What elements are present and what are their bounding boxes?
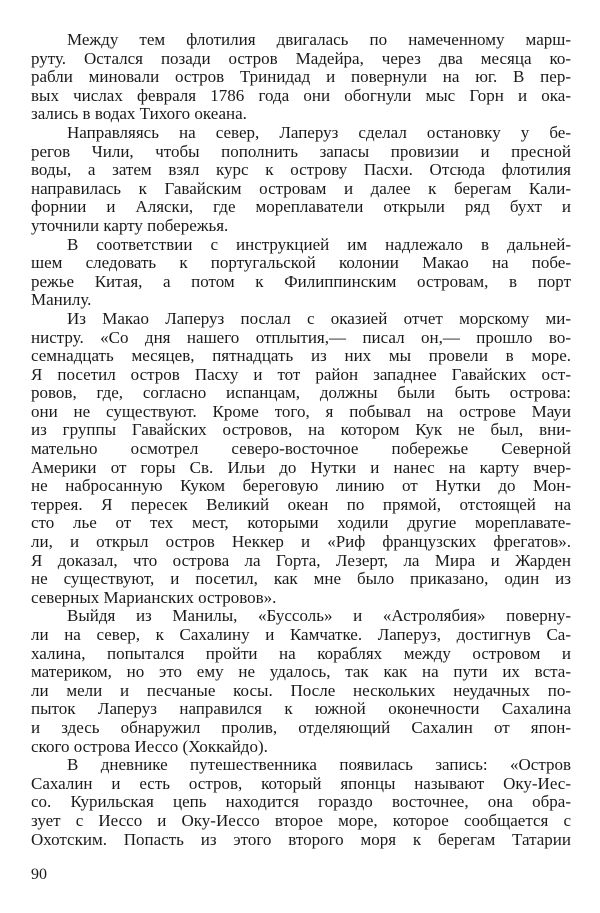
text-line: зались в водах Тихого океана. bbox=[31, 104, 247, 124]
text-line: Направляясь на север, Лаперуз сделал остановку у бе- bbox=[67, 122, 571, 142]
text-line: В дневнике путешественника появилась запись: «Остров bbox=[67, 755, 571, 775]
text-line: пыток Лаперуз направился к южной оконечности Сахалина bbox=[31, 699, 571, 719]
text-line: Я посетил остров Пасху и тот район западнее Гавайских ост- bbox=[31, 364, 571, 384]
text-line: террея. Я пересек Великий океан по прямой, отстоящей на bbox=[31, 494, 571, 514]
page-body bbox=[31, 31, 571, 849]
paragraph bbox=[31, 756, 571, 849]
text-line: мательно осмотрел северо-восточное побережье Северной bbox=[31, 439, 571, 459]
text-line: со. Курильская цепь находится гораздо восточнее, она обра- bbox=[31, 792, 571, 812]
text-line: Сахалин и есть остров, который японцы называют Оку-Иес- bbox=[31, 773, 571, 793]
paragraph bbox=[31, 236, 571, 310]
text-line: Между тем флотилия двигалась по намеченному марш- bbox=[67, 30, 571, 49]
text-line: направилась к Гавайским островам и далее к берегам Кали- bbox=[31, 178, 571, 198]
text-line: вых числах февраля 1786 года они обогнули мыс Горн и ока- bbox=[31, 85, 571, 105]
text-line: материком, но это ему не удалось, так как на пути их вста- bbox=[31, 662, 571, 682]
text-line: ли на север, к Сахалину и Камчатке. Лаперуз, достигнув Са- bbox=[31, 625, 571, 644]
text-line: ли мели и песчаные косы. После нескольких неудачных по- bbox=[31, 680, 571, 700]
text-line: зует с Иессо и Оку-Иессо второе море, которое сообщается с bbox=[31, 810, 571, 830]
text-line: семнадцать месяцев, пятнадцать из них мы провели в море. bbox=[31, 346, 571, 366]
text-line: форнии и Аляски, где мореплаватели открыли ряд бухт и bbox=[31, 197, 571, 217]
paragraph bbox=[31, 607, 571, 756]
text-line: халина, попытался пройти на кораблях между островом и bbox=[31, 643, 571, 663]
paragraph bbox=[31, 31, 571, 124]
text-line: северных Марианских островов». bbox=[31, 587, 277, 607]
text-line: ровов, где, согласно испанцам, должны были быть острова: bbox=[31, 383, 571, 403]
text-line: Выйдя из Манилы, «Буссоль» и «Астролябия» поверну- bbox=[67, 606, 571, 626]
text-line: не существуют, и посетил, как мне было приказано, один из bbox=[31, 569, 571, 589]
page-number: 90 bbox=[31, 866, 47, 883]
text-line: они не существуют. Кроме того, я побывал на острове Мауи bbox=[31, 401, 571, 421]
paragraph bbox=[31, 124, 571, 236]
paragraph bbox=[31, 310, 571, 608]
text-line: из группы Гавайских островов, на котором Кук не был, вни- bbox=[31, 420, 571, 440]
text-line: ли, и открыл остров Неккер и «Риф французских фрегатов». bbox=[31, 532, 571, 552]
text-line: Из Макао Лаперуз послал с оказией отчет морскому ми- bbox=[67, 308, 571, 328]
text-line: сто лье от тех мест, которыми ходили другие мореплавате- bbox=[31, 513, 571, 533]
text-line: Я доказал, что острова ла Горта, Лезерт, ла Мира и Жарден bbox=[31, 550, 571, 570]
text-line: не набросанную Куком береговую линию от Нутки до Мон- bbox=[31, 476, 571, 496]
text-line: и здесь обнаружил пролив, отделяющий Сахалин от япон- bbox=[31, 717, 571, 737]
text-line: Манилу. bbox=[31, 290, 92, 310]
text-line: воды, а затем взял курс к острову Пасхи. Отсюда флотилия bbox=[31, 160, 571, 180]
text-line: режье Китая, а потом к Филиппинским островам, в порт bbox=[31, 271, 571, 291]
text-line: рабли миновали остров Тринидад и повернули на юг. В пер- bbox=[31, 67, 571, 87]
text-line: регов Чили, чтобы пополнить запасы провизии и пресной bbox=[31, 141, 571, 161]
text-line: шем следовать к португальской колонии Макао на побе- bbox=[31, 253, 571, 273]
text-line: Охотским. Попасть из этого второго моря к берегам Татарии bbox=[31, 829, 571, 849]
text-line: Америки от горы Св. Ильи до Нутки и нанес на карту вчер- bbox=[31, 457, 571, 477]
text-line: В соответствии с инструкцией им надлежало в дальней- bbox=[67, 234, 571, 254]
text-line: уточнили карту побережья. bbox=[31, 215, 229, 235]
text-line: руту. Остался позади остров Мадейра, через два месяца ко- bbox=[31, 48, 571, 68]
text-line: нистру. «Со дня нашего отплытия,— писал он,— прошло во- bbox=[31, 327, 571, 347]
text-line: ского острова Иессо (Хоккайдо). bbox=[31, 736, 268, 756]
